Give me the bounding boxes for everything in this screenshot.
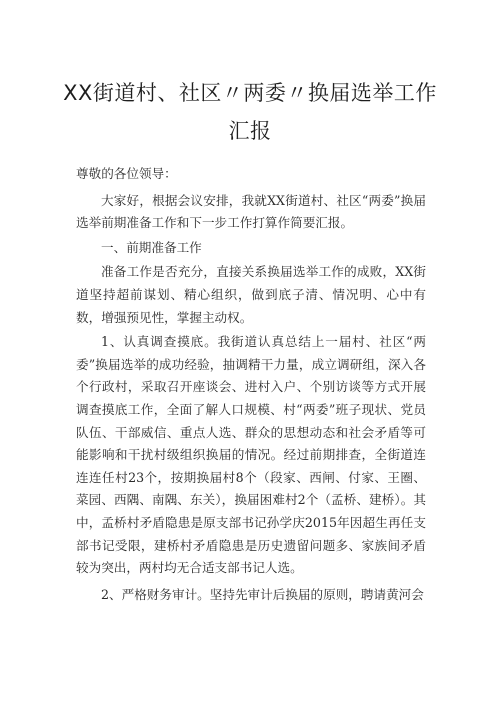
document-title: XX街道村、社区〃两委〃换届选举工作汇报 xyxy=(63,81,437,143)
paragraph-audit: 2、严格财务审计。坚持先审计后换届的原则，聘请黄河会 xyxy=(101,586,424,602)
paragraph-preparation: 准备工作是否充分，直接关系换届选举工作的成败，XX街道坚持超前谋划、精心组织，做到底子清、情况明、心中有数，增强预见性，掌握主动权。 xyxy=(76,264,426,325)
salutation: 尊敬的各位领导： xyxy=(76,166,177,181)
paragraph-intro: 大家好，根据会议安排，我就XX街道村、社区“两委”换届选举前期准备工作和下一步工作打算作简要汇报。 xyxy=(76,192,426,231)
paragraph-survey: 1、认真调查摸底。我街道认真总结上一届村、社区“两委”换届选举的成功经验，抽调精干力量，成立调研组，深入各个行政村，采取召开座谈会、进村入户、个别访谈等方式开展调查摸底工作，全面了解人口规模、村“两委”班子现状、党员队伍、干部威信、重点人选、群众的思想动态和社会矛盾等可能影响和干扰村级组织换届的情况。经过前期排查，全街道连连连任村23个，按期换届村8个（段家、西闸、付家、王圈、菜园、西隅、南隅、东关），换届困难村2个（孟桥、建桥）。其中，孟桥村矛盾隐患是原支部书记孙学庆2015年因超生再任支部书记受限，建桥村矛盾隐患是历史遗留问题多、家族间矛盾较为突出，两村均无合适支部书记人选。 xyxy=(76,334,426,576)
document-body xyxy=(76,163,426,608)
section-heading-1: 一、前期准备工作 xyxy=(101,239,202,255)
